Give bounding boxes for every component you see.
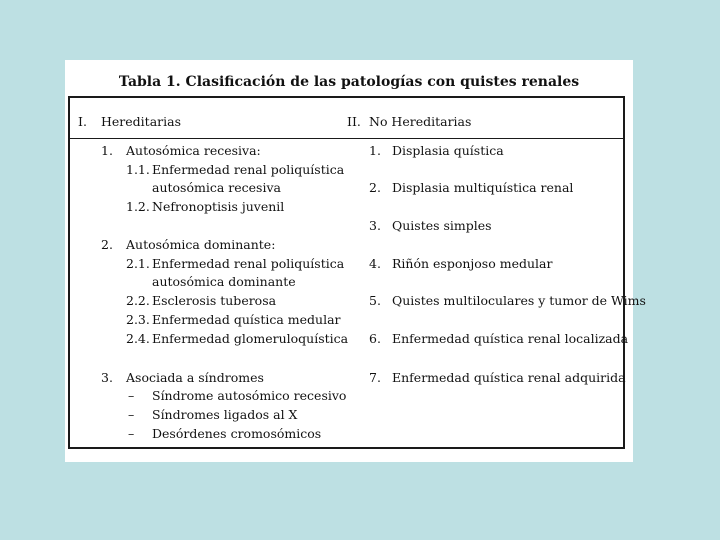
bullet-dash: –: [128, 407, 135, 422]
item-text: autosómica dominante: [152, 274, 296, 289]
group-number: 1.: [101, 143, 113, 158]
item-text: Displasia quística: [392, 143, 504, 158]
item-number: 6.: [369, 331, 381, 346]
item-text: Enfermedad renal poliquística: [152, 256, 345, 271]
table-frame: [68, 96, 646, 449]
item-text: Síndrome autosómico recesivo: [152, 388, 347, 403]
item-number: 5.: [369, 293, 381, 308]
group-number: 2.: [101, 237, 113, 252]
item-number: 2.1.: [126, 256, 150, 271]
item-text: autosómica recesiva: [152, 180, 281, 195]
item-text: Displasia multiquística renal: [392, 180, 574, 195]
group-number: 3.: [101, 370, 113, 385]
item-number: 2.2.: [126, 293, 150, 308]
table-sheet: [65, 60, 646, 462]
right-heading: No Hereditarias: [369, 114, 472, 129]
item-number: 2.: [369, 180, 381, 195]
item-text: Enfermedad quística renal localizada: [392, 331, 629, 346]
item-text: Enfermedad quística medular: [152, 312, 341, 327]
item-text: Desórdenes cromosómicos: [152, 426, 322, 441]
left-heading: Hereditarias: [101, 114, 181, 129]
header-divider: [70, 138, 623, 139]
item-text: Esclerosis tuberosa: [152, 293, 277, 308]
item-number: 4.: [369, 256, 381, 271]
group-label: Autosómica recesiva:: [126, 143, 261, 158]
item-text: Enfermedad quística renal adquirida: [392, 370, 626, 385]
item-number: 1.: [369, 143, 381, 158]
item-text: Síndromes ligados al X: [152, 407, 298, 422]
item-text: Riñón esponjoso medular: [392, 256, 553, 271]
item-number: 3.: [369, 218, 381, 233]
item-number: 2.3.: [126, 312, 150, 327]
item-text: Nefronoptisis juvenil: [152, 199, 285, 214]
item-text: Enfermedad renal poliquística: [152, 162, 345, 177]
item-number: 2.4.: [126, 331, 150, 346]
table-title: Tabla 1. Clasificación de las patologías con quistes renales: [118, 74, 580, 90]
right-numeral: II.: [347, 114, 361, 129]
item-number: 1.2.: [126, 199, 150, 214]
item-text: Quistes multiloculares y tumor de Wims: [392, 293, 646, 308]
item-number: 7.: [369, 370, 381, 385]
group-label: Autosómica dominante:: [126, 237, 276, 252]
bullet-dash: –: [128, 388, 135, 403]
bullet-dash: –: [128, 426, 135, 441]
item-text: Enfermedad glomeruloquística: [152, 331, 349, 346]
group-label: Asociada a síndromes: [126, 370, 264, 385]
item-text: Quistes simples: [392, 218, 492, 233]
left-numeral: I.: [78, 114, 87, 129]
item-number: 1.1.: [126, 162, 150, 177]
